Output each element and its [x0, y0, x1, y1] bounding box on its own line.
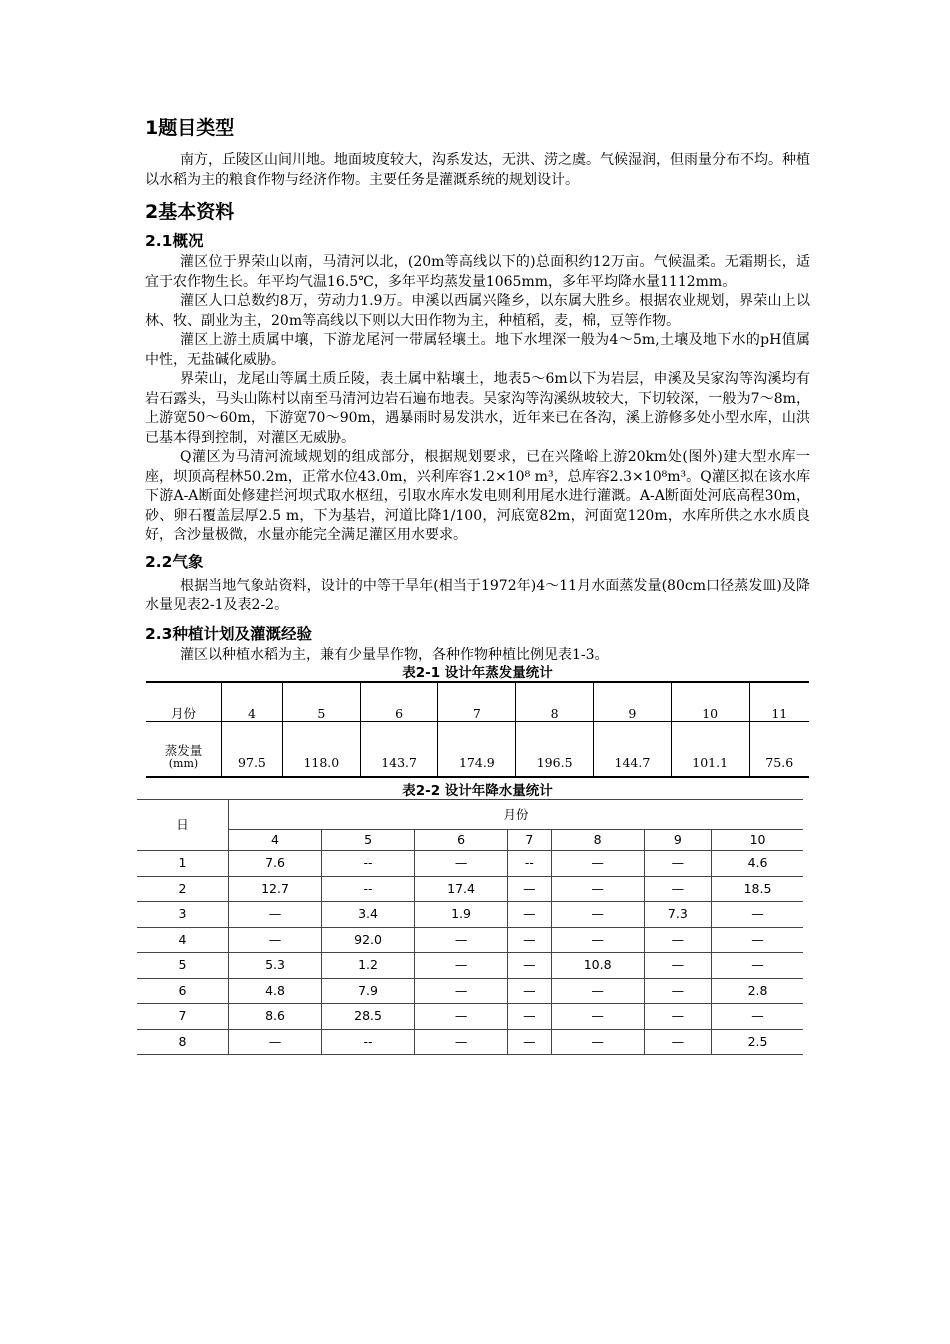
evaporation-label: 蒸发量	[164, 743, 203, 758]
table-row	[137, 927, 803, 953]
rainfall-value-cell: 7.6	[229, 851, 322, 877]
section-2-1-paragraph-3: 灌区上游土质属中壤，下游龙尾河一带属轻壤土。地下水埋深一般为4～5m,土壤及地下水的pH值属中性，无盐碱化威胁。	[145, 332, 810, 368]
rainfall-value-cell: —	[508, 978, 552, 1004]
rainfall-value-cell: —	[551, 1004, 644, 1030]
section-1-paragraph: 南方，丘陵区山间川地。地面坡度较大，沟系发达，无洪、涝之虞。气候湿润，但雨量分布不均。种植以水稻为主的粮食作物与经济作物。主要任务是灌溉系统的规划设计。	[145, 152, 810, 188]
section-2-1-paragraph-1: 灌区位于界荣山以南，马清河以北，(20m等高线以下的)总面积约12万亩。气候温柔。无霜期长，适宜于农作物生长。年平均气温16.5℃，多年平均蒸发量1065mm，多年平均降水量1112mm。	[145, 254, 810, 290]
table-row	[146, 682, 809, 722]
rainfall-value-cell: —	[712, 927, 803, 953]
day-cell: 1	[137, 851, 229, 877]
section-2-1-paragraph-4: 界荣山，龙尾山等属土质丘陵，表土属中粘壤土，地表5～6m以下为岩层，申溪及吴家沟等沟溪均有岩石露头，马头山陈村以南至马清河边岩石遍布地表。吴家沟等沟溪纵坡较大，下切较深，一般为7～8m，上游宽50～60m，下游宽70～90m，遇暴雨时易发洪水，近年来已在各沟，溪上游修多处小型水库，山洪已基本得到控制，对灌区无威胁。	[145, 371, 810, 446]
rainfall-value-cell: —	[508, 1029, 552, 1055]
day-header: 日	[137, 800, 229, 851]
month-header-cell: 4	[229, 830, 322, 851]
table-row	[137, 953, 803, 979]
month-cell: 4	[222, 682, 283, 722]
rainfall-value-cell: 17.4	[415, 876, 508, 902]
evaporation-table	[146, 681, 809, 778]
table-row	[137, 902, 803, 928]
value-cell: 97.5	[222, 722, 283, 778]
rainfall-value-cell: —	[712, 902, 803, 928]
rainfall-value-cell: 2.8	[712, 978, 803, 1004]
rainfall-value-cell: —	[644, 953, 711, 979]
rainfall-value-cell: —	[415, 1029, 508, 1055]
rainfall-value-cell: 1.9	[415, 902, 508, 928]
month-label-cell: 月份	[170, 706, 196, 721]
rainfall-value-cell: —	[508, 953, 552, 979]
table-row	[137, 1004, 803, 1030]
rainfall-value-cell: --	[322, 851, 415, 877]
rainfall-value-cell: —	[712, 1004, 803, 1030]
month-cell: 5	[282, 682, 360, 722]
month-header-cell: 9	[644, 830, 711, 851]
rainfall-value-cell: 8.6	[229, 1004, 322, 1030]
rainfall-value-cell: 3.4	[322, 902, 415, 928]
section-2-1-paragraph-5: Q灌区为马清河流域规划的组成部分，根据规划要求，已在兴隆峪上游20km处(图外)建大型水库一座，坝顶高程林50.2m，正常水位43.0m，兴利库容1.2×10⁸ m³，总库容2.3×10⁸m³。Q灌区拟在该水库下游A-A断面处修建拦河坝式取水枢纽，引取水库水发电则利用尾水进行灌溉。A-A断面处河底高程30m，砂、卵石覆盖层厚2.5 m，下为基岩，河道比降1/100，河底宽82m，河面宽120m，水库所供之水水质良好，含沙量极微，水量亦能完全满足灌区用水要求。	[145, 449, 810, 543]
rainfall-value-cell: —	[644, 876, 711, 902]
rainfall-value-cell: —	[415, 1004, 508, 1030]
rainfall-value-cell: —	[644, 1029, 711, 1055]
rainfall-value-cell: 2.5	[712, 1029, 803, 1055]
day-cell: 3	[137, 902, 229, 928]
rainfall-value-cell: —	[712, 953, 803, 979]
month-group-header: 月份	[229, 800, 804, 830]
rainfall-value-cell: 12.7	[229, 876, 322, 902]
rainfall-value-cell: —	[229, 927, 322, 953]
table-row	[137, 851, 803, 877]
day-cell: 7	[137, 1004, 229, 1030]
table-2-1-caption: 表2-1 设计年蒸发量统计	[402, 665, 553, 681]
value-cell: 196.5	[516, 722, 594, 778]
month-cell: 6	[360, 682, 438, 722]
day-cell: 4	[137, 927, 229, 953]
table-row	[137, 876, 803, 902]
month-header-cell: 6	[415, 830, 508, 851]
month-cell: 9	[594, 682, 672, 722]
table-header-row	[137, 800, 803, 830]
section-2-3-paragraph: 灌区以种植水稻为主，兼有少量旱作物，各种作物种植比例见表1-3。	[180, 646, 609, 663]
month-header-cell: 8	[551, 830, 644, 851]
rainfall-value-cell: —	[644, 978, 711, 1004]
rainfall-value-cell: —	[508, 1004, 552, 1030]
rainfall-value-cell: --	[508, 851, 552, 877]
value-cell: 101.1	[671, 722, 749, 778]
rainfall-value-cell: —	[415, 851, 508, 877]
evaporation-unit: (mm)	[168, 757, 199, 770]
rainfall-value-cell: 28.5	[322, 1004, 415, 1030]
table-header-row	[137, 830, 803, 851]
rainfall-value-cell: 10.8	[551, 953, 644, 979]
rainfall-value-cell: 1.2	[322, 953, 415, 979]
table-row	[137, 978, 803, 1004]
month-cell: 8	[516, 682, 594, 722]
rainfall-value-cell: —	[415, 978, 508, 1004]
rainfall-value-cell: —	[415, 927, 508, 953]
month-cell: 10	[671, 682, 749, 722]
table-row	[137, 1029, 803, 1055]
rainfall-value-cell: 92.0	[322, 927, 415, 953]
rainfall-value-cell: --	[322, 1029, 415, 1055]
rainfall-value-cell: —	[644, 1004, 711, 1030]
value-cell: 118.0	[282, 722, 360, 778]
rainfall-value-cell: —	[644, 927, 711, 953]
rainfall-value-cell: —	[551, 1029, 644, 1055]
month-cell: 7	[438, 682, 516, 722]
rainfall-value-cell: —	[551, 927, 644, 953]
month-cell: 11	[749, 682, 809, 722]
section-1-title: 1题目类型	[145, 117, 235, 139]
month-header-cell: 7	[508, 830, 552, 851]
rainfall-value-cell: 18.5	[712, 876, 803, 902]
rainfall-value-cell: —	[508, 876, 552, 902]
rainfall-value-cell: —	[644, 851, 711, 877]
rainfall-value-cell: —	[551, 851, 644, 877]
section-2-title: 2基本资料	[145, 201, 235, 223]
section-2-1-title: 2.1概况	[145, 232, 204, 250]
section-2-2-paragraph: 根据当地气象站资料，设计的中等干旱年(相当于1972年)4～11月水面蒸发量(80cm口径蒸发皿)及降水量见表2-1及表2-2。	[145, 577, 810, 613]
rainfall-value-cell: —	[229, 902, 322, 928]
rainfall-value-cell: 4.6	[712, 851, 803, 877]
value-cell: 75.6	[749, 722, 809, 778]
rainfall-value-cell: 7.9	[322, 978, 415, 1004]
rainfall-value-cell: 4.8	[229, 978, 322, 1004]
rainfall-value-cell: —	[415, 953, 508, 979]
day-cell: 2	[137, 876, 229, 902]
rainfall-value-cell: —	[551, 876, 644, 902]
day-cell: 6	[137, 978, 229, 1004]
table-row	[146, 722, 809, 778]
rainfall-table	[137, 799, 803, 1055]
rainfall-value-cell: —	[551, 902, 644, 928]
table-2-2-caption: 表2-2 设计年降水量统计	[402, 783, 553, 799]
section-2-1-paragraph-2: 灌区人口总数约8万，劳动力1.9万。申溪以西属兴隆乡，以东属大胜乡。根据农业规划，界荣山上以林、牧、副业为主，20m等高线以下则以大田作物为主，种植稻，麦，棉，豆等作物。	[145, 293, 810, 329]
rainfall-table-body	[137, 851, 803, 1055]
value-cell: 174.9	[438, 722, 516, 778]
section-2-3-title: 2.3种植计划及灌溉经验	[145, 624, 312, 643]
rainfall-value-cell: —	[508, 902, 552, 928]
month-header-cell: 10	[712, 830, 803, 851]
rainfall-value-cell: 5.3	[229, 953, 322, 979]
value-cell: 144.7	[594, 722, 672, 778]
month-header-cell: 5	[322, 830, 415, 851]
section-2-2-title: 2.2气象	[145, 552, 204, 571]
value-cell: 143.7	[360, 722, 438, 778]
day-cell: 8	[137, 1029, 229, 1055]
rainfall-value-cell: 7.3	[644, 902, 711, 928]
document-page	[145, 112, 810, 1055]
rainfall-value-cell: —	[229, 1029, 322, 1055]
rainfall-value-cell: —	[551, 978, 644, 1004]
day-cell: 5	[137, 953, 229, 979]
evaporation-label-cell	[146, 722, 222, 778]
rainfall-value-cell: —	[508, 927, 552, 953]
rainfall-value-cell: --	[322, 876, 415, 902]
